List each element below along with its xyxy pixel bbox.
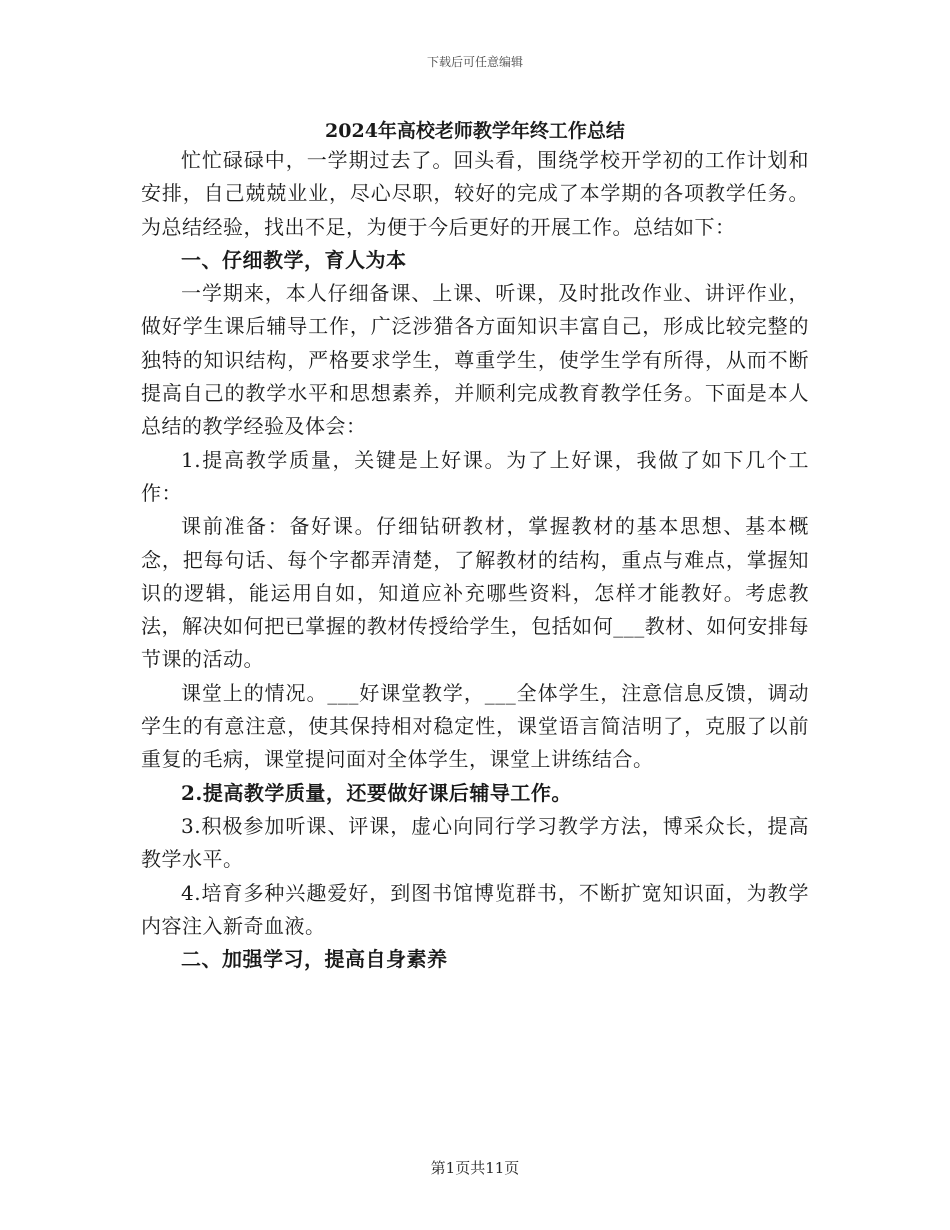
body-paragraph: 3.积极参加听课、评课，虚心向同行学习教学方法，博采众长，提高教学水平。 <box>141 813 809 872</box>
section-heading-2: 二、加强学习，提高自身素养 <box>181 947 448 972</box>
document-body <box>141 144 809 976</box>
body-paragraph: 1.提高教学质量，关键是上好课。为了上好课，我做了如下几个工作： <box>141 447 809 505</box>
page-number: 第1页共11页 <box>430 1159 520 1177</box>
intro-paragraph: 忙忙碌碌中，一学期过去了。回头看，围绕学校开学初的工作计划和安排，自己兢兢业业，尽心尽职，较好的完成了本学期的各项教学任务。为总结经验，找出不足，为便于今后更好的开展工作。总结如下： <box>141 148 809 239</box>
body-paragraph: 课堂上的情况。___好课堂教学，___全体学生，注意信息反馈，调动学生的有意注意，使其保持相对稳定性，课堂语言简洁明了，克服了以前重复的毛病，课堂提问面对全体学生，课堂上讲练结合。 <box>141 680 809 772</box>
body-paragraph: 4.培育多种兴趣爱好，到图书馆博览群书，不断扩宽知识面，为教学内容注入新奇血液。 <box>141 880 809 938</box>
body-paragraph: 一学期来，本人仔细备课、上课、听课，及时批改作业、讲评作业，做好学生课后辅导工作，广泛涉猎各方面知识丰富自己，形成比较完整的独特的知识结构，严格要求学生，尊重学生，使学生学有所得，从而不断提高自己的教学水平和思想素养，并顺利完成教育教学任务。下面是本人总结的教学经验及体会： <box>141 281 809 439</box>
document-title: 2024年高校老师教学年终工作总结 <box>325 120 625 142</box>
header-note: 下载后可任意编辑 <box>426 55 523 69</box>
section-heading-1: 一、仔细教学，育人为本 <box>181 247 407 272</box>
body-paragraph: 课前准备：备好课。仔细钻研教材，掌握教材的基本思想、基本概念，把每句话、每个字都弄清楚，了解教材的结构，重点与难点，掌握知识的逻辑，能运用自如，知道应补充哪些资料，怎样才能教好。考虑教法，解决如何把已掌握的教材传授给学生，包括如何___教材、如何安排每节课的活动。 <box>141 514 809 672</box>
subheading-2: 2.提高教学质量，还要做好课后辅导工作。 <box>181 780 572 805</box>
